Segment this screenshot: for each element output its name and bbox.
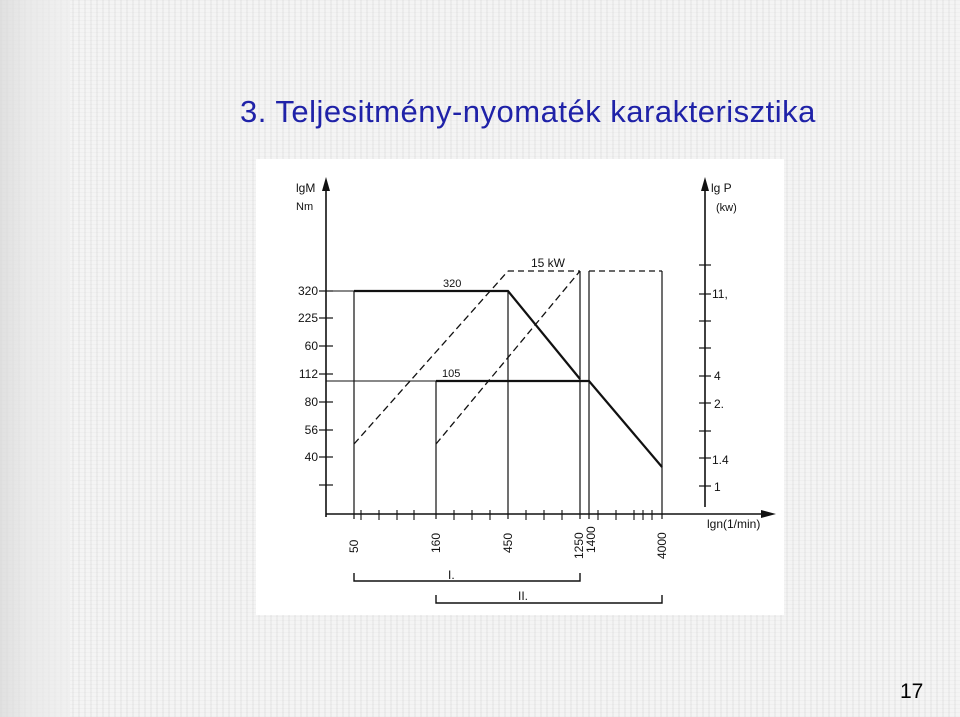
left-tick-56: 56 (304, 423, 318, 437)
power-range-I (354, 271, 508, 444)
left-tick-60: 60 (304, 339, 318, 353)
range-label-II: II. (518, 589, 529, 603)
left-axis-unit: Nm (296, 201, 314, 213)
x-tick-50: 50 (347, 539, 361, 553)
torque-low-label: 105 (442, 368, 461, 380)
x-axis-ticks (361, 510, 652, 520)
range-label-I: I. (448, 568, 455, 582)
x-tick-1400: 1400 (584, 526, 598, 553)
right-tick-1: 1 (714, 480, 721, 494)
characteristic-figure (256, 159, 784, 615)
range-bracket-I (354, 573, 580, 581)
x-tick-1250: 1250 (572, 532, 586, 559)
page-number: 17 (900, 680, 924, 703)
x-axis-arrow (761, 510, 776, 518)
x-axis-label: lgn(1/min) (707, 517, 761, 531)
x-axis-tick-labels (347, 526, 669, 559)
torque-range-II (436, 381, 662, 467)
left-tick-320: 320 (297, 284, 318, 298)
speed-reference-lines (354, 271, 662, 519)
left-axis-arrow (322, 177, 330, 191)
power-limit-label: 15 kW (531, 256, 566, 270)
x-tick-450: 450 (501, 532, 515, 553)
torque-guide-lines (326, 291, 436, 381)
power-rise-lines (354, 271, 580, 444)
right-axis-tick-labels (712, 287, 729, 494)
left-tick-40: 40 (304, 450, 318, 464)
right-tick-11: 11, (712, 287, 728, 301)
left-tick-80: 80 (304, 395, 318, 409)
left-tick-225: 225 (297, 311, 318, 325)
slide-background-stripe (0, 0, 70, 717)
range-bracket-II (436, 595, 662, 603)
x-tick-160: 160 (429, 532, 443, 553)
characteristic-chart (256, 159, 784, 615)
right-axis-label: lg P (711, 181, 732, 195)
right-tick-1-4: 1.4 (712, 453, 729, 467)
left-tick-112: 112 (298, 367, 318, 381)
right-axis-arrow (701, 177, 709, 191)
left-axis-label: lgM (296, 181, 316, 195)
x-tick-4000: 4000 (655, 532, 669, 559)
torque-range-I (354, 291, 580, 379)
slide-title: 3. Teljesitmény-nyomaték karakterisztika (240, 94, 816, 129)
right-tick-4: 4 (714, 369, 721, 383)
right-tick-2: 2. (714, 397, 725, 411)
right-axis-unit: (kw) (716, 202, 737, 214)
left-axis-tick-labels (298, 284, 318, 464)
torque-high-label: 320 (443, 278, 462, 290)
